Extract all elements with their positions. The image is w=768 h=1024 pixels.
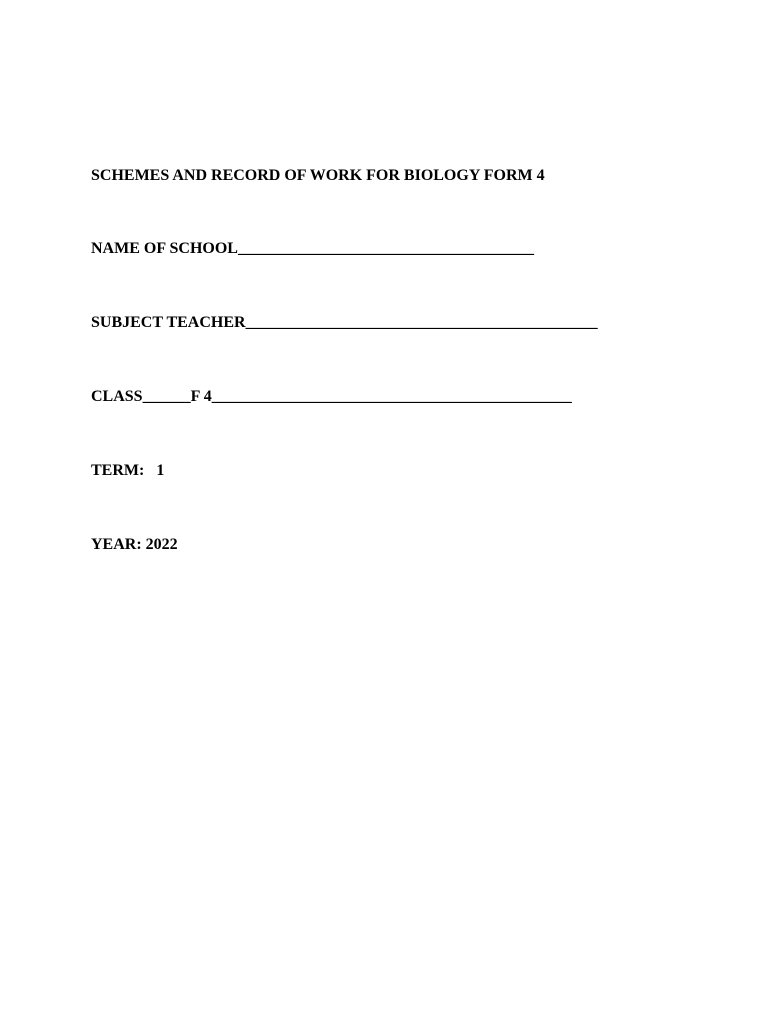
subject-teacher-field: SUBJECT TEACHER____________________________________________: [91, 314, 598, 331]
year-field: YEAR: 2022: [91, 536, 178, 553]
name-of-school-field: NAME OF SCHOOL_____________________________________: [91, 240, 534, 257]
term-field: TERM: 1: [91, 462, 165, 479]
document-title: SCHEMES AND RECORD OF WORK FOR BIOLOGY FORM 4: [91, 167, 545, 184]
class-field: CLASS______F 4_____________________________________________: [91, 388, 572, 405]
